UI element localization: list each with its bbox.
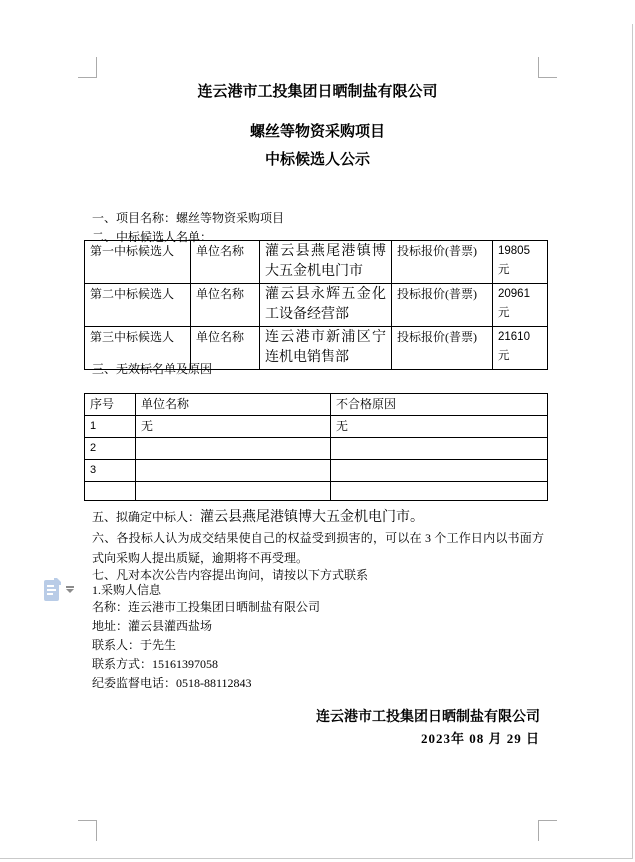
table-cell-reason	[331, 460, 548, 482]
signature-company: 连云港市工投集团日晒制盐有限公司	[316, 710, 540, 725]
buyer-supervision-phone-line: 纪委监督电话：0518-88112843	[92, 676, 252, 690]
crop-mark-top-left	[78, 57, 97, 78]
title-project: 螺丝等物资采购项目	[249, 124, 385, 140]
table-cell-price: 21610 元	[493, 327, 548, 370]
buyer-contact-person-line: 联系人：于先生	[92, 638, 177, 652]
table-cell-reason	[331, 438, 548, 460]
buyer-name-line: 名称：连云港市工投集团日晒制盐有限公司	[92, 600, 321, 614]
header-cell-reason: 不合格原因	[331, 394, 548, 416]
chevron-down-icon[interactable]	[66, 586, 74, 593]
title-announcement: 中标候选人公示	[264, 152, 370, 168]
table-cell-reason	[331, 482, 548, 501]
table-cell-price-label: 投标报价(普票)	[392, 241, 493, 284]
document-titles	[96, 84, 539, 169]
signature-date: 2023年 08 月 29 日	[420, 731, 540, 746]
table-cell-price-label: 投标报价(普票)	[392, 327, 493, 370]
buyer-info-heading: 1.采购人信息	[92, 583, 162, 597]
buyer-info-block	[92, 598, 320, 693]
table-cell-rank: 第一中标候选人	[85, 241, 191, 284]
table-cell-unit-label: 单位名称	[191, 327, 260, 370]
table-row	[85, 460, 548, 482]
page-edge-right	[632, 24, 633, 859]
table-cell-seq: 3	[85, 460, 136, 482]
table-cell-unit-name: 连云港市新浦区宁连机电销售部	[260, 327, 392, 370]
table-row	[85, 241, 548, 284]
table-cell-price: 19805 元	[493, 241, 548, 284]
crop-mark-top-right	[538, 57, 557, 78]
table-header-row	[85, 394, 548, 416]
table-cell-unit: 无	[136, 416, 331, 438]
section-5-winner	[92, 508, 424, 527]
crop-mark-bottom-left	[78, 820, 97, 841]
section-3-invalid-bids-heading: 三、无效标名单及原因	[92, 362, 213, 376]
table-cell-rank: 第三中标候选人	[85, 327, 191, 370]
section-5-winner-name: 灌云县燕尾港镇博大五金机电门市。	[200, 510, 425, 525]
table-row	[85, 416, 548, 438]
table-cell-unit-name: 灌云县燕尾港镇博大五金机电门市	[260, 241, 392, 284]
candidates-table	[84, 240, 548, 370]
table-cell-unit	[136, 482, 331, 501]
crop-mark-bottom-right	[538, 820, 557, 841]
paste-options-button[interactable]	[44, 578, 76, 604]
table-cell-unit	[136, 460, 331, 482]
table-cell-seq	[85, 482, 136, 501]
buyer-phone-line: 联系方式：15161397058	[92, 657, 219, 671]
table-cell-reason: 无	[331, 416, 548, 438]
invalid-bids-table	[84, 393, 548, 501]
section-1-project-name: 一、项目名称：螺丝等物资采购项目	[92, 211, 285, 225]
header-cell-seq: 序号	[85, 394, 136, 416]
buyer-address-line: 地址：灌云县灌西盐场	[92, 619, 213, 633]
header-cell-unit: 单位名称	[136, 394, 331, 416]
paste-document-icon	[44, 580, 59, 601]
section-2-candidates-heading: 二、中标候选人名单：	[92, 230, 213, 244]
signature-block	[316, 708, 540, 750]
table-cell-unit-label: 单位名称	[191, 284, 260, 327]
table-cell-seq: 2	[85, 438, 136, 460]
section-5-label: 五、拟确定中标人：	[92, 510, 201, 524]
section-7-contact-heading: 七、凡对本次公告内容提出询问，请按以下方式联系	[92, 568, 369, 582]
table-cell-seq: 1	[85, 416, 136, 438]
table-cell-rank: 第二中标候选人	[85, 284, 191, 327]
table-cell-unit-label: 单位名称	[191, 241, 260, 284]
table-row	[85, 482, 548, 501]
table-cell-unit-name: 灌云县永辉五金化工设备经营部	[260, 284, 392, 327]
table-row	[85, 284, 548, 327]
page-edge-bottom	[0, 858, 633, 859]
title-company: 连云港市工投集团日晒制盐有限公司	[197, 84, 438, 100]
section-6-objection-notice: 六、各投标人认为成交结果使自己的权益受到损害的，可以在 3 个工作日内以书面方式向采购人提出质疑，逾期将不再受理。	[92, 531, 544, 565]
table-cell-unit	[136, 438, 331, 460]
table-cell-price-label: 投标报价(普票)	[392, 284, 493, 327]
table-row	[85, 438, 548, 460]
table-cell-price: 20961 元	[493, 284, 548, 327]
